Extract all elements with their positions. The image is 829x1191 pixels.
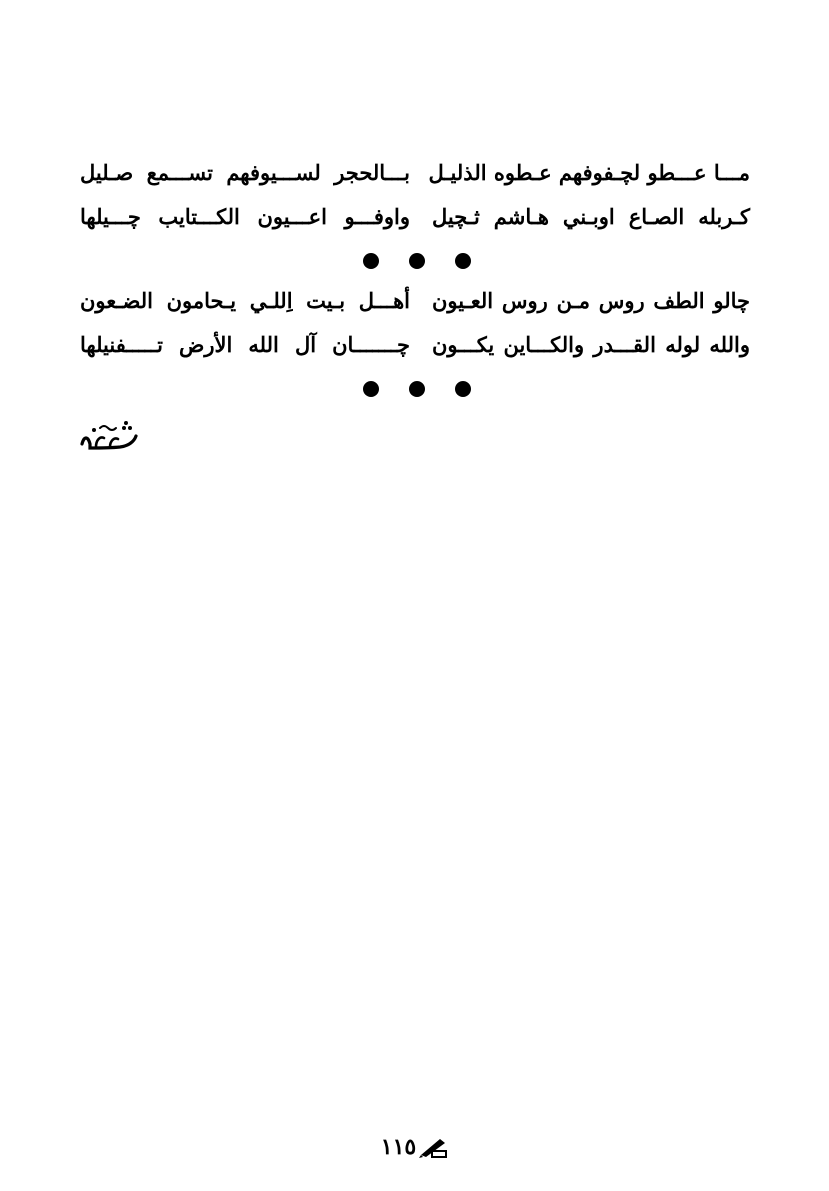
page-footer: [0, 1134, 829, 1160]
verse-first-hemistich: كـربله الصـاع اوبـني هـاشم ثـچيل: [432, 204, 750, 229]
separator-dot: [409, 253, 425, 269]
stanza: [80, 160, 750, 248]
separator-dot: [455, 253, 471, 269]
verse-second-hemistich: أهـــل بـيت اِللـي يـحامون الضـعون: [80, 288, 410, 313]
verse-first-hemistich: والله لوله القـــدر والكـــاين يكـــون: [432, 332, 750, 357]
verse-line: [80, 160, 750, 204]
stanza-separator: [0, 381, 829, 401]
separator-dot: [455, 381, 471, 397]
verse-first-hemistich: مـــا عـــطو لچـفوفهم عـطوه الذليـل: [428, 160, 750, 185]
verse-line: [80, 288, 750, 332]
separator-dot: [363, 253, 379, 269]
verse-second-hemistich: چـــــــان آل الله الأرض تـــــفنيلها: [80, 332, 410, 357]
verse-line: [80, 332, 750, 376]
separator-dot: [363, 381, 379, 397]
stanza-separator: [0, 253, 829, 273]
verse-second-hemistich: بـــالحجر لســـيوفهم تســـمع صـليل: [80, 160, 410, 185]
verse-second-hemistich: واوفـــو اعـــيون الكـــتايب چـــيلها: [80, 204, 410, 229]
pen-icon: [418, 1135, 448, 1159]
verse-line: [80, 204, 750, 248]
page-number: ١١٥: [380, 1134, 417, 1160]
verse-first-hemistich: چالو الطف روس مـن روس العـيون: [432, 288, 750, 313]
stanza: [80, 288, 750, 376]
separator-dot: [409, 381, 425, 397]
end-mark-calligraphy: [76, 414, 140, 454]
